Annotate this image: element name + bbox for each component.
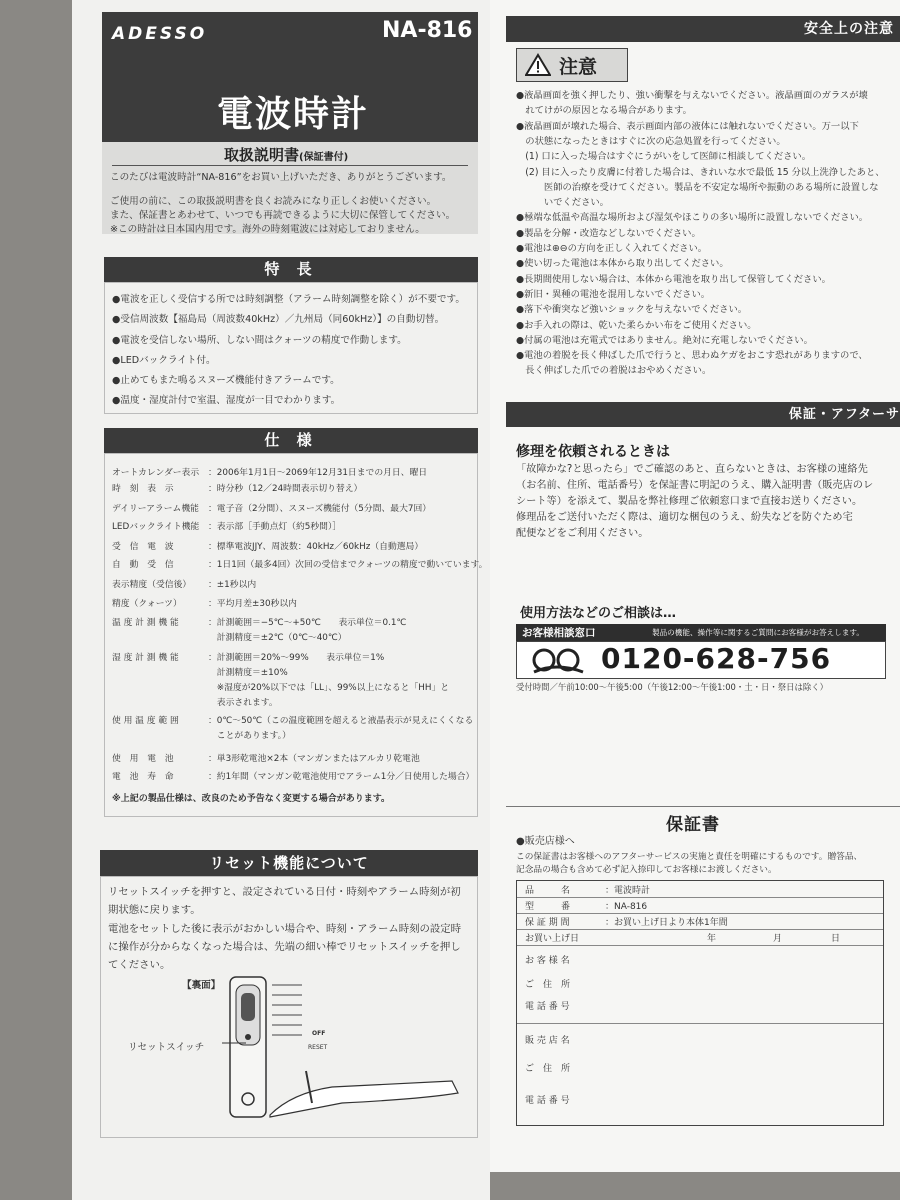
form-purchase-label: お買い上げ日	[525, 934, 580, 944]
dealer-text: この保証書はお客様へのアフターサービスの実施と責任を明確にするものです。贈答品、	[516, 852, 863, 862]
intro-line: また、保証書とあわせて、いつでも再読できるように大切に保管してください。	[110, 210, 456, 221]
spec-key: 電 池 寿 命	[112, 772, 174, 782]
intro-line: ご使用の前に、この取扱説明書を良くお読みになり正しくお使いください。	[110, 196, 437, 207]
spec-row	[112, 680, 449, 693]
customer-center-bar	[516, 624, 886, 641]
spec-value: ：単3形乾電池×2本（マンガンまたはアルカリ乾電池	[208, 754, 420, 764]
reset-text: 期状態に戻ります。	[108, 904, 201, 916]
spec-value: ：2006年1月1日〜2069年12月31日までの月日、曜日	[208, 468, 428, 478]
repair-text: 配便などをご利用ください。	[516, 528, 649, 539]
spec-key: 使 用 温 度 範 囲	[112, 716, 179, 726]
spec-row	[112, 751, 420, 764]
spec-key: LEDバックライト機能	[112, 522, 200, 532]
repair-text: 修理品をご送付いただく際は、適切な梱包のうえ、紛失などを防ぐため宅	[516, 512, 853, 523]
spec-key: 表示精度（受信後）	[112, 580, 192, 590]
spec-key: 精度（クォーツ）	[112, 599, 182, 609]
spec-row	[112, 539, 423, 552]
spec-row	[112, 615, 406, 628]
spec-value: ：標準電波JJY、周波数：40kHz／60kHz（自動選局）	[208, 542, 424, 552]
feature-item: ●LEDバックライト付。	[112, 355, 216, 366]
spec-value: ：電子音（2分間）、スヌーズ機能付（5分間、最大7回）	[208, 504, 432, 514]
form-row-period	[517, 913, 883, 930]
consult-title: 使用方法などのご相談は…	[520, 606, 677, 621]
spec-value: ：±1秒以内	[208, 580, 257, 590]
caution-item: 長く伸ばした爪での着脱はおやめください。	[516, 365, 712, 377]
caution-item: ●電池の着脱を長く伸ばした爪で行うと、思わぬケガをおこす恐れがありますので、	[516, 350, 868, 362]
form-year-label: 年	[707, 934, 717, 944]
warranty-service-header: 保証・アフターサ	[506, 402, 900, 427]
spec-key: 受 信 電 波	[112, 542, 174, 552]
caution-item: ●極端な低温や高温な場所および湿気やほこりの多い場所に設置しないでください。	[516, 212, 869, 224]
spec-row	[112, 728, 291, 741]
spec-row	[112, 630, 347, 643]
product-title: 電波時計	[217, 94, 370, 135]
freedial-number: 0120-628-756	[601, 642, 832, 675]
features-header: 特 長	[104, 257, 478, 282]
freedial-icon	[531, 648, 591, 674]
form-model-value: ：NA-816	[605, 902, 648, 912]
warranty-title: 保証書	[666, 815, 720, 835]
caution-label-box	[516, 48, 628, 82]
customer-center-label: お客様相談窓口	[522, 627, 596, 639]
spec-value: ：表示部［手動点灯（約5秒間）］	[208, 522, 342, 532]
reset-text: リセットスイッチを押すと、設定されている日付・時刻やアラーム時刻が初	[108, 886, 461, 898]
customer-center-sub: 製品の機能、操作等に関するご質問にお客様がお答えします。	[652, 628, 865, 637]
repair-text: 「故障かな?と思ったら」でご確認のあと、直らないときは、お客様の連絡先	[516, 464, 868, 475]
caution-item: ●新旧・異種の電池を混用しないでください。	[516, 288, 711, 300]
reset-text: てください。	[108, 959, 171, 971]
caution-item: ●長期間使用しない場合は、本体から電池を取り出して保管してください。	[516, 273, 831, 285]
form-row-product	[517, 881, 883, 898]
caution-item: (2) 目に入ったり皮膚に付着した場合は、きれいな水で最低 15 分以上洗浄したあと、	[516, 166, 885, 178]
repair-text: （お名前、住所、電話番号）を保証書に明記のうえ、購入証明書（販売店のレ	[516, 480, 874, 491]
caution-label: 注意	[559, 56, 598, 78]
caution-item: ●付属の電池は充電式ではありません。絶対に充電しないでください。	[516, 334, 813, 346]
caution-item: の状態になったときはすぐに次の応急処置を行ってください。	[516, 135, 786, 147]
diagram-back-label: 【裏面】	[182, 980, 221, 991]
spec-row	[112, 769, 474, 782]
repair-text: シート等）を添えて、製品を弊社修理ご依頼窓口まで直接お送りください。	[516, 496, 863, 507]
caution-item: ●液晶画面が壊れた場合、表示画面内部の液体には触れないでください。万一以下	[516, 120, 859, 132]
form-row-shop-phone[interactable]	[517, 1087, 883, 1121]
form-row-model	[517, 897, 883, 914]
manual-right-page	[490, 0, 900, 1172]
spec-key: デイリーアラーム機能	[112, 504, 199, 514]
spec-key: 温 度 計 測 機 能	[112, 618, 179, 628]
spec-row	[112, 465, 427, 478]
diagram-off-label: OFF	[312, 1030, 326, 1037]
form-shop-name-label: 販 売 店 名	[525, 1036, 570, 1046]
form-shop-phone-label: 電 話 番 号	[525, 1096, 570, 1106]
spec-key: 時 刻 表 示	[112, 484, 174, 494]
spec-row	[112, 519, 341, 532]
manual-subtitle	[224, 144, 348, 165]
reception-hours: 受付時間／午前10:00〜午後5:00（午後12:00〜午後1:00・土・日・祭日は除く）	[516, 682, 829, 692]
intro-line: このたびは電波時計“NA-816”をお買い上げいただき、ありがとうございます。	[110, 172, 452, 183]
intro-line: ※この時計は日本国内用です。海外の時刻電波には対応しておりません。	[110, 224, 425, 235]
spec-key: 使 用 電 池	[112, 754, 174, 764]
warranty-form	[516, 880, 884, 1126]
spec-row	[112, 650, 384, 663]
reset-text: に操作が分からなくなった場合は、先端の細い棒でリセットスイッチを押し	[108, 941, 461, 953]
spec-row	[112, 665, 288, 678]
form-customer-address-label: ご 住 所	[525, 980, 571, 990]
spec-value: ：計測範囲＝−5℃〜+50℃ 表示単位＝0.1℃	[208, 618, 407, 628]
spec-value: ：計測範囲＝20%〜99% 表示単位＝1%	[208, 653, 385, 663]
spec-value: ：0℃〜50℃（この温度範囲を超えると液晶表示が見えにくくなる	[208, 716, 474, 726]
spec-value: ：1日1回（最多4回）次回の受信までクォーツの精度で動いています。	[208, 560, 488, 570]
spec-row	[112, 713, 473, 726]
clock-back-diagram	[222, 975, 472, 1125]
form-period-value: ：お買い上げ日より本体1年間	[605, 918, 728, 928]
form-customer-phone-label: 電 話 番 号	[525, 1002, 570, 1012]
form-product-value: ：電波時計	[605, 886, 651, 896]
caution-item: ●液晶画面を強く押したり、強い衝撃を与えないでください。液晶画面のガラスが壊	[516, 90, 868, 101]
diagram-reset-text: RESET	[308, 1044, 328, 1051]
caution-item: ●落下や衝突など強いショックを与えないでください。	[516, 304, 748, 316]
warning-icon	[525, 53, 551, 77]
form-period-label: 保 証 期 間	[525, 918, 570, 928]
caution-item: ●お手入れの際は、乾いた柔らかい布をご使用ください。	[516, 319, 757, 331]
feature-item: ●止めてもまた鳴るスヌーズ機能付きアラームです。	[112, 375, 340, 386]
diagram-reset-label: リセットスイッチ	[128, 1042, 205, 1053]
form-product-label: 品 名	[525, 886, 571, 896]
spec-key: 自 動 受 信	[112, 560, 174, 570]
caution-item: ●製品を分解・改造などしないでください。	[516, 227, 701, 239]
form-row-purchase-date[interactable]	[517, 929, 883, 946]
feature-item: ●電波を受信しない場所、しない間はクォーツの精度で作動します。	[112, 335, 407, 346]
subtitle-underline	[112, 165, 468, 166]
spec-value: ：約1年間（マンガン乾電池使用でアラーム1分／日使用した場合）	[208, 772, 475, 782]
manual-left-page	[72, 0, 490, 1200]
dealer-title: ●販売店様へ	[516, 836, 575, 847]
form-row-shop-address[interactable]	[517, 1057, 883, 1087]
form-customer-name-label: お 客 様 名	[525, 956, 570, 966]
freedial-box	[516, 641, 886, 679]
spec-key: オートカレンダー表示	[112, 468, 200, 478]
dealer-text: 記念品の場合も含めて必ず記入捺印してお客様にお渡しください。	[516, 865, 777, 875]
reset-header: リセット機能について	[100, 850, 478, 876]
spec-row	[112, 596, 297, 609]
repair-title: 修理を依頼されるときは	[516, 444, 670, 460]
form-row-shop-name[interactable]	[517, 1023, 883, 1057]
warranty-divider	[506, 806, 900, 807]
feature-item: ●電波を正しく受信する所では時刻調整（アラーム時刻調整を除く）が不要です。	[112, 294, 465, 305]
spec-row	[112, 577, 256, 590]
caution-item: (1) 口に入った場合はすぐにうがいをして医師に相談してください。	[516, 151, 812, 163]
model-number: NA-816	[382, 18, 473, 43]
spec-row	[112, 501, 431, 514]
spec-value: 計測精度＝±2℃（0℃〜40℃）	[208, 633, 347, 643]
form-shop-address-label: ご 住 所	[525, 1064, 571, 1074]
specs-note: ※上記の製品仕様は、改良のため予告なく変更する場合があります。	[112, 794, 391, 804]
safety-header: 安全上の注意	[506, 16, 900, 42]
spec-key: 湿 度 計 測 機 能	[112, 653, 179, 663]
reset-text: 電池をセットした後に表示がおかしい場合や、時刻・アラーム時刻の設定時	[108, 923, 462, 935]
spec-value: 表示されます。	[208, 698, 278, 708]
spec-value: ことがあります。）	[208, 731, 291, 741]
manual-subtitle-small: (保証書付)	[299, 152, 349, 163]
spec-value: 計測精度＝±10%	[208, 668, 288, 678]
form-row-customer-phone[interactable]	[517, 993, 883, 1024]
spec-value: ：平均月差±30秒以内	[208, 599, 297, 609]
caution-item: 医師の治療を受けてください。製品を不安定な場所や振動のある場所に設置しな	[516, 181, 879, 193]
spec-value: ※湿度が20%以下では「LL」、99%以上になると「HH」と	[208, 683, 450, 693]
form-model-label: 型 番	[525, 902, 571, 912]
manual-subtitle-main: 取扱説明書	[224, 146, 300, 164]
feature-item: ●受信周波数【福島局（周波数40kHz）／九州局（同60kHz）】の自動切替。	[112, 314, 445, 325]
spec-value: ：時分秒（12／24時間表示切り替え）	[208, 484, 363, 494]
caution-item: れてけがの原因となる場合があります。	[516, 105, 692, 117]
form-row-customer-address[interactable]	[517, 969, 883, 993]
feature-item: ●温度・湿度計付で室温、湿度が一目でわかります。	[112, 395, 341, 406]
caution-item: ●使い切った電池は本体から取り出してください。	[516, 258, 729, 270]
caution-item: いでください。	[516, 197, 609, 209]
spec-row	[112, 557, 487, 570]
form-month-label: 月	[773, 934, 783, 944]
spec-row	[112, 481, 362, 494]
specs-header: 仕 様	[104, 428, 478, 453]
spec-row	[112, 695, 278, 708]
form-day-label: 日	[831, 934, 841, 944]
form-row-customer-name[interactable]	[517, 945, 883, 969]
brand-logo: ADESSO	[112, 24, 208, 44]
caution-item: ●電池は⊕⊖の方向を正しく入れてください。	[516, 243, 708, 254]
